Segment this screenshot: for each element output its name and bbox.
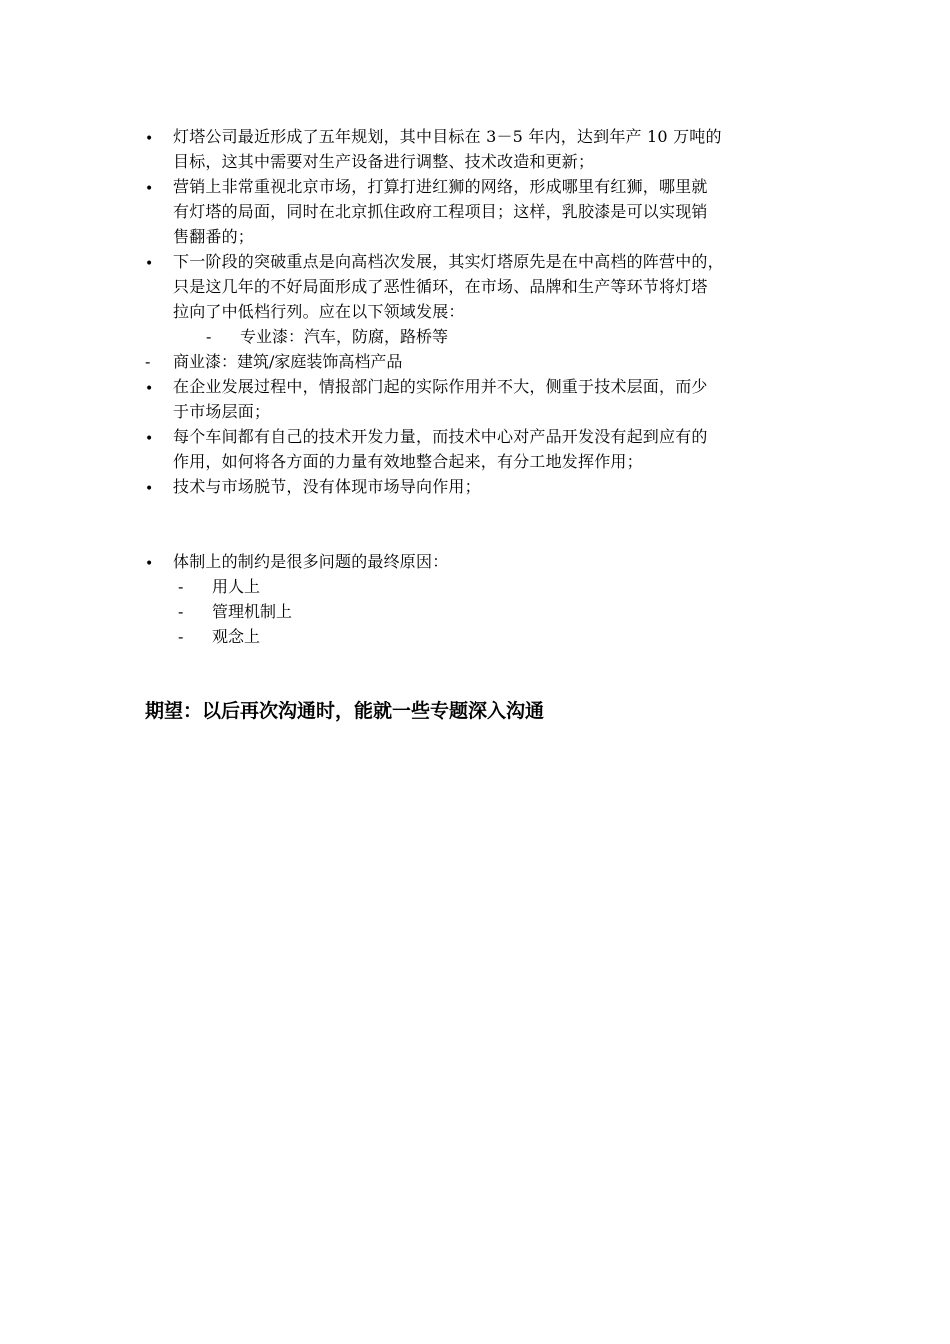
sub-list-item-text: 管理机制上: [212, 602, 293, 621]
bullet-icon: •: [145, 181, 154, 197]
dash-icon: -: [145, 352, 151, 371]
sub-list-item-text: 商业漆：建筑/家庭装饰高档产品: [173, 352, 403, 371]
sub-list-item-text: 观念上: [212, 627, 261, 646]
sub-list-item-text: 用人上: [212, 577, 261, 596]
dash-icon: -: [178, 602, 184, 621]
sub-list-item: [178, 624, 260, 649]
bullet-icon: •: [145, 481, 154, 497]
bullet-icon: •: [145, 256, 154, 272]
list-item-text: 下一阶段的突破重点是向高档次发展，其实灯塔原先是在中高档的阵营中的， 只是这几年的不好局面形成了恶性循环，在市场、品牌和生产等环节将灯塔 拉向了中低档行列。应在以下领域发展：: [173, 252, 724, 321]
list-item-text: 技术与市场脱节，没有体现市场导向作用；: [173, 477, 481, 496]
list-item-text: 体制上的制约是很多问题的最终原因：: [173, 552, 449, 571]
expectation-heading: 期望：以后再次沟通时，能就一些专题深入沟通: [145, 700, 545, 722]
sub-list-item: [145, 349, 402, 374]
sub-list-item: [178, 574, 260, 599]
dash-icon: -: [178, 627, 184, 646]
sub-list-item: [206, 324, 448, 349]
sub-list-item-text: 专业漆：汽车，防腐，路桥等: [240, 327, 449, 346]
bullet-icon: •: [145, 556, 154, 572]
bullet-icon: •: [145, 131, 154, 147]
list-item-text: 营销上非常重视北京市场，打算打进红狮的网络，形成哪里有红狮，哪里就 有灯塔的局面，同时在北京抓住政府工程项目；这样，乳胶漆是可以实现销 售翻番的；: [173, 177, 708, 246]
bullet-icon: •: [145, 431, 154, 447]
list-item-text: 每个车间都有自己的技术开发力量，而技术中心对产品开发没有起到应有的 作用，如何将各方面的力量有效地整合起来，有分工地发挥作用；: [173, 427, 708, 471]
list-item-text: 灯塔公司最近形成了五年规划，其中目标在 3－5 年内，达到年产 10 万吨的 目标，这其中需要对生产设备进行调整、技术改造和更新；: [173, 127, 722, 171]
dash-icon: -: [206, 327, 212, 346]
bullet-icon: •: [145, 381, 154, 397]
sub-list-item: [178, 599, 292, 624]
dash-icon: -: [178, 577, 184, 596]
list-item-text: 在企业发展过程中，情报部门起的实际作用并不大，侧重于技术层面，而少 于市场层面；: [173, 377, 708, 421]
